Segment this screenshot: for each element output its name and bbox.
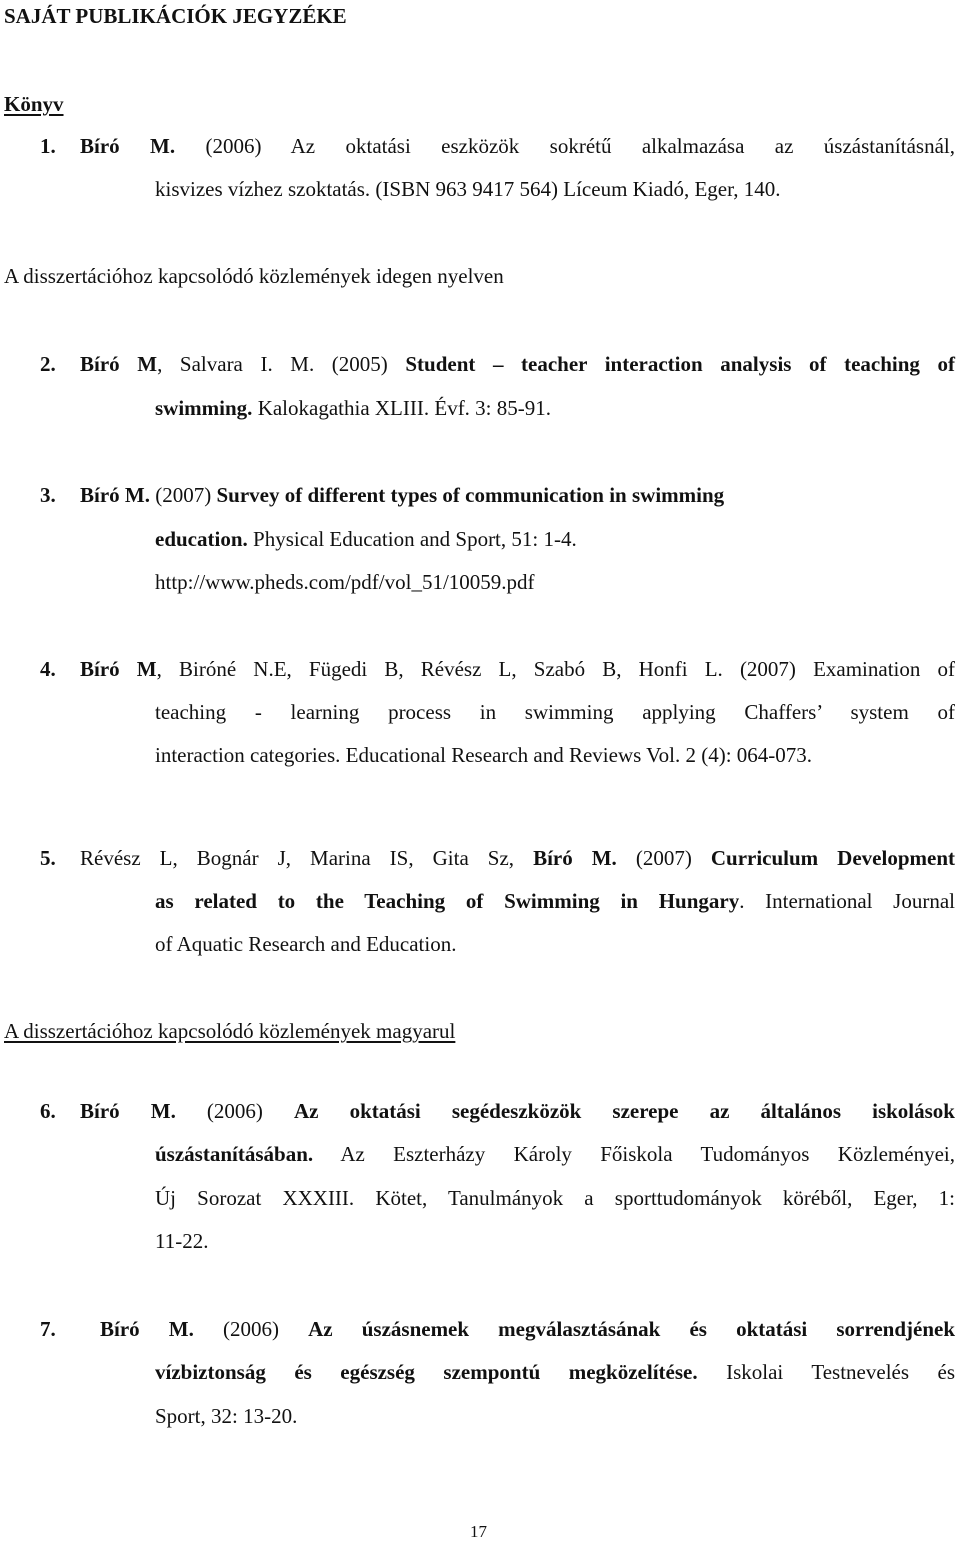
- entry-title: vízbiztonság és egészség szempontú megközelítése.: [155, 1360, 698, 1384]
- entry-number: 1.: [40, 134, 56, 158]
- entry-text: (2006): [175, 1099, 294, 1123]
- author-name: Bíró M.: [80, 1099, 176, 1123]
- entry-line: Sport, 32: 13-20.: [155, 1404, 298, 1428]
- entry-number: 3.: [40, 483, 56, 507]
- entry-title: swimming.: [155, 396, 253, 420]
- entry-line: interaction categories. Educational Research and Reviews Vol. 2 (4): 064-073.: [155, 743, 813, 767]
- entry-number: 5.: [40, 846, 56, 870]
- entry-line: of Aquatic Research and Education.: [155, 932, 457, 956]
- entry-number: 7.: [40, 1317, 56, 1341]
- entry-line: [155, 527, 577, 552]
- entry-text: (2006): [193, 1317, 309, 1341]
- entry-line: [155, 396, 551, 421]
- entry-text: Physical Education and Sport, 51: 1-4.: [247, 527, 577, 551]
- entry-text: (2007): [149, 483, 217, 507]
- author-name: Bíró M: [80, 352, 158, 376]
- entry-title: Az oktatási segédeszközök szerepe az általános iskolások: [294, 1099, 955, 1123]
- section-heading-foreign: A disszertációhoz kapcsolódó közlemények idegen nyelven: [4, 264, 504, 288]
- entry-title: Survey of different types of communication in swimming: [216, 483, 725, 507]
- entry-title: Student – teacher interaction analysis of teaching of: [405, 352, 956, 376]
- entry-title: úszástanításában.: [155, 1142, 314, 1166]
- entry-title: as related to the Teaching of Swimming in Hungary: [155, 889, 740, 913]
- entry-text: . International Journal: [739, 889, 956, 913]
- entry-line: Új Sorozat XXXIII. Kötet, Tanulmányok a sporttudományok köréből, Eger, 1:: [155, 1186, 955, 1210]
- entry-line: [80, 134, 955, 159]
- entry-text: (2006) Az oktatási eszközök sokrétű alkalmazása az úszástanításnál,: [205, 134, 955, 158]
- author-name: Bíró M: [80, 657, 157, 681]
- entry-line: [155, 1142, 955, 1167]
- entry-line: kisvizes vízhez szoktatás. (ISBN 963 9417 564) Líceum Kiadó, Eger, 140.: [155, 177, 781, 201]
- entry-line: [80, 1099, 955, 1124]
- entry-text: (2007): [616, 846, 711, 870]
- page-title: SAJÁT PUBLIKÁCIÓK JEGYZÉKE: [4, 4, 347, 28]
- entry-number: 4.: [40, 657, 56, 681]
- entry-text: , Salvara I. M. (2005): [157, 352, 406, 376]
- entry-text: Az Eszterházy Károly Főiskola Tudományos Közleményei,: [313, 1142, 955, 1166]
- entry-line: [80, 483, 724, 508]
- page-number: 17: [470, 1522, 487, 1541]
- author-name: Bíró M.: [80, 483, 150, 507]
- entry-text: Kalokagathia XLIII. Évf. 3: 85-91.: [252, 396, 552, 420]
- author-name: Bíró M.: [533, 846, 617, 870]
- entry-line: [100, 1317, 955, 1342]
- entry-line: [80, 846, 955, 871]
- entry-number: 6.: [40, 1099, 56, 1123]
- entry-line: [80, 657, 955, 682]
- section-heading-book: Könyv: [4, 92, 64, 116]
- entry-text: Révész L, Bognár J, Marina IS, Gita Sz,: [80, 846, 534, 870]
- entry-number: 2.: [40, 352, 56, 376]
- author-name: Bíró M.: [100, 1317, 194, 1341]
- entry-line: [155, 889, 955, 914]
- section-heading-hungarian: A disszertációhoz kapcsolódó közlemények magyarul: [4, 1019, 456, 1043]
- entry-title: education.: [155, 527, 248, 551]
- entry-line: [80, 352, 955, 377]
- author-name: Bíró M.: [80, 134, 176, 158]
- entry-title: Az úszásnemek megválasztásának és oktatási sorrendjének: [308, 1317, 955, 1341]
- entry-text: Iskolai Testnevelés és: [697, 1360, 955, 1384]
- entry-line: teaching - learning process in swimming applying Chaffers’ system of: [155, 700, 955, 724]
- entry-line: 11-22.: [155, 1229, 209, 1253]
- entry-url[interactable]: http://www.pheds.com/pdf/vol_51/10059.pdf: [155, 570, 535, 594]
- entry-line: [155, 1360, 955, 1385]
- entry-title: Curriculum Development: [710, 846, 955, 870]
- entry-text: , Biróné N.E, Fügedi B, Révész L, Szabó B, Honfi L. (2007) Examination of: [156, 657, 955, 681]
